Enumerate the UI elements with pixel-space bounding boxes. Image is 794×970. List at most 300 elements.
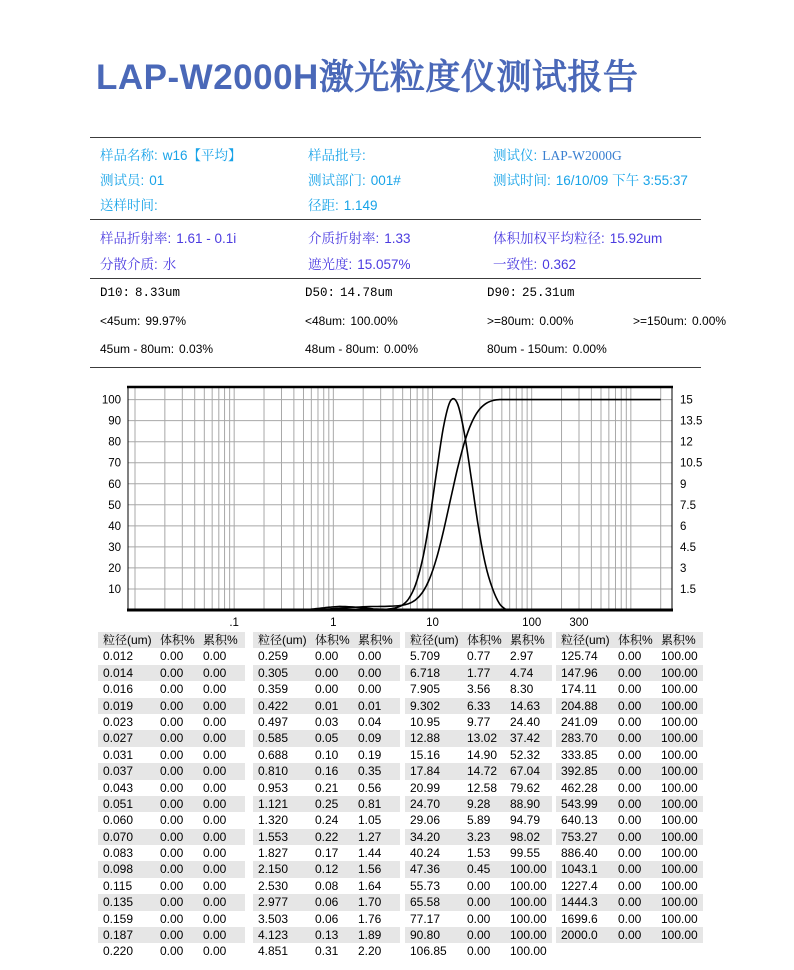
size-cell: 640.13 [561, 813, 598, 828]
size-cell: 15.16 [410, 747, 441, 762]
cumulative-cell: 100.00 [661, 796, 698, 811]
cumulative-cell: 0.56 [358, 780, 382, 795]
table-row [556, 714, 703, 730]
table-row [253, 796, 400, 812]
cumulative-cell: 0.00 [203, 846, 227, 861]
size-cell: 886.40 [561, 846, 598, 861]
volume-cell: 14.90 [467, 747, 498, 762]
cumulative-cell: 0.01 [358, 698, 382, 713]
y-left-tick-label: 50 [108, 499, 121, 512]
medium-ri-label: 介质折射率: [308, 231, 380, 246]
cumulative-cell: 4.74 [510, 665, 534, 680]
size-cell: 1.553 [258, 829, 289, 844]
volume-cell: 3.23 [467, 829, 491, 844]
instrument-label: 测试仪: [493, 148, 538, 163]
volume-cell: 13.02 [467, 731, 498, 746]
y-left-tick-label: 40 [108, 520, 121, 533]
page-title: LAP-W2000H激光粒度仪测试报告 [96, 58, 639, 97]
table-row [98, 911, 245, 927]
table-row [556, 648, 703, 664]
ge80-label: >=80um: [487, 314, 535, 328]
table-row [98, 780, 245, 796]
table-header-row [253, 632, 400, 648]
department-value: 001# [370, 173, 401, 188]
size-cell: 55.73 [410, 878, 441, 893]
size-cell: 34.20 [410, 829, 441, 844]
y-left-tick-label: 70 [108, 457, 121, 470]
lt48-value: 100.00% [350, 314, 398, 328]
distribution-table [0, 632, 794, 962]
size-cell: 0.359 [258, 682, 289, 697]
cumulative-cell: 100.00 [510, 878, 547, 893]
size-cell: 1.320 [258, 813, 289, 828]
table-row [98, 681, 245, 697]
cumulative-cell: 8.30 [510, 682, 534, 697]
y-left-tick-label: 90 [108, 415, 121, 428]
table-header-row [98, 632, 245, 648]
table-row [253, 698, 400, 714]
volume-cell: 12.58 [467, 780, 498, 795]
cumulative-cell: 52.32 [510, 747, 541, 762]
lt45-value: 99.97% [145, 314, 187, 328]
cumulative-cell: 0.35 [358, 764, 382, 779]
volume-cell: 0.00 [160, 895, 184, 910]
cumulative-cell: 100.00 [661, 813, 698, 828]
volume-cell: 0.00 [315, 665, 339, 680]
size-cell: 0.014 [103, 665, 134, 680]
cumulative-cell: 0.00 [203, 911, 227, 926]
column-header: 体积% [315, 633, 350, 647]
r48-80-value: 0.00% [384, 342, 419, 356]
volume-cell: 0.00 [618, 714, 642, 729]
table-row [405, 878, 552, 894]
medium-ri-value: 1.33 [384, 231, 411, 246]
span-value: 1.149 [343, 198, 378, 213]
table-row [98, 829, 245, 845]
cumulative-cell: 0.00 [203, 796, 227, 811]
volume-cell: 0.00 [160, 698, 184, 713]
volume-cell: 0.13 [315, 928, 339, 943]
volume-cell: 0.00 [467, 878, 491, 893]
column-header: 粒径(um) [561, 633, 610, 647]
size-cell: 77.17 [410, 911, 441, 926]
cumulative-cell: 1.27 [358, 829, 382, 844]
cumulative-cell: 94.79 [510, 813, 541, 828]
volume-cell: 0.17 [315, 846, 339, 861]
size-cell: 0.012 [103, 649, 134, 664]
d50-label: D50: [305, 286, 336, 300]
size-cell: 1043.1 [561, 862, 598, 877]
table-row [405, 894, 552, 910]
delivery-time-label: 送样时间: [100, 198, 158, 213]
table-header-row [405, 632, 552, 648]
y-left-tick-label: 100 [101, 394, 121, 407]
cumulative-cell: 0.00 [203, 764, 227, 779]
y-right-tick-label: 3 [680, 562, 687, 575]
cumulative-cell: 0.00 [203, 928, 227, 943]
volume-cell: 0.00 [618, 780, 642, 795]
size-cell: 333.85 [561, 747, 598, 762]
d90-field [487, 286, 575, 300]
size-cell: 1444.3 [561, 895, 598, 910]
y-left-tick-label: 20 [108, 562, 121, 575]
cumulative-cell: 1.44 [358, 846, 382, 861]
table-row [253, 730, 400, 746]
table-group [98, 632, 245, 960]
size-cell: 462.28 [561, 780, 598, 795]
table-row [556, 681, 703, 697]
size-cell: 20.99 [410, 780, 441, 795]
ge150-label: >=150um: [633, 314, 688, 328]
volume-cell: 0.00 [160, 796, 184, 811]
table-row [405, 763, 552, 779]
size-cell: 147.96 [561, 665, 598, 680]
cumulative-cell: 98.02 [510, 829, 541, 844]
y-left-tick-label: 30 [108, 541, 121, 554]
size-cell: 0.115 [103, 878, 133, 893]
table-header-row [556, 632, 703, 648]
delivery-time-field [100, 194, 163, 214]
size-cell: 0.027 [103, 731, 134, 746]
cumulative-cell: 1.64 [358, 878, 382, 893]
table-row [98, 698, 245, 714]
table-row [253, 829, 400, 845]
test-time-label: 测试时间: [493, 173, 551, 188]
sample-ri-value: 1.61 - 0.1i [176, 231, 237, 246]
volume-cell: 0.00 [160, 747, 184, 762]
uniformity-value: 0.362 [542, 257, 577, 272]
table-row [253, 665, 400, 681]
volume-cell: 0.00 [618, 682, 642, 697]
table-row [556, 747, 703, 763]
size-cell: 0.585 [258, 731, 289, 746]
size-cell: 29.06 [410, 813, 441, 828]
y-right-tick-label: 10.5 [680, 457, 703, 470]
cumulative-cell: 100.00 [510, 862, 547, 877]
size-cell: 17.84 [410, 764, 441, 779]
size-cell: 2.977 [258, 895, 289, 910]
table-row [253, 747, 400, 763]
obscuration-field [308, 253, 411, 273]
table-row [98, 763, 245, 779]
r45-80-value: 0.03% [179, 342, 214, 356]
cumulative-cell: 100.00 [661, 911, 698, 926]
sample-ri-field [100, 227, 236, 247]
table-row [98, 927, 245, 943]
cumulative-cell: 1.89 [358, 928, 382, 943]
divider [90, 367, 701, 368]
size-cell: 0.083 [103, 846, 134, 861]
volume-cell: 0.00 [160, 665, 184, 680]
y-left-tick-label: 80 [108, 436, 121, 449]
cumulative-cell: 0.09 [358, 731, 382, 746]
volume-cell: 0.45 [467, 862, 491, 877]
volume-cell: 0.08 [315, 878, 339, 893]
volume-cell: 0.00 [618, 764, 642, 779]
volume-cell: 0.00 [618, 895, 642, 910]
cumulative-cell: 100.00 [661, 665, 698, 680]
table-row [405, 648, 552, 664]
d10-value: 8.33um [135, 286, 181, 300]
lt48-field [305, 314, 398, 328]
x-tick-label: 300 [569, 617, 589, 628]
d90-value: 25.31um [522, 286, 575, 300]
cumulative-cell: 1.70 [358, 895, 382, 910]
column-header: 累积% [203, 633, 238, 647]
size-cell: 3.503 [258, 911, 289, 926]
size-cell: 283.70 [561, 731, 598, 746]
volume-cell: 0.00 [315, 649, 339, 664]
size-cell: 0.422 [258, 698, 289, 713]
table-row [405, 698, 552, 714]
size-cell: 0.031 [103, 747, 134, 762]
table-row [253, 763, 400, 779]
volume-cell: 9.77 [467, 714, 491, 729]
volume-cell: 0.00 [467, 911, 491, 926]
volume-cell: 0.00 [618, 911, 642, 926]
x-tick-label: 100 [522, 617, 542, 628]
mean-size-label: 体积加权平均粒径: [493, 231, 605, 246]
volume-cell: 0.00 [618, 731, 642, 746]
volume-cell: 0.00 [467, 928, 491, 943]
volume-cell: 0.01 [315, 698, 339, 713]
table-row [253, 943, 400, 959]
volume-cell: 0.00 [618, 649, 642, 664]
r45-80-label: 45um - 80um: [100, 342, 175, 356]
table-row [405, 796, 552, 812]
size-cell: 40.24 [410, 846, 441, 861]
volume-cell: 0.00 [160, 813, 184, 828]
cumulative-cell: 0.00 [203, 649, 227, 664]
sample-name-value: w16【平均】 [162, 148, 242, 163]
d10-field [100, 286, 180, 300]
volume-cell: 5.89 [467, 813, 491, 828]
cumulative-cell: 1.56 [358, 862, 382, 877]
size-cell: 47.36 [410, 862, 441, 877]
cumulative-cell: 0.00 [203, 813, 227, 828]
ge80-value: 0.00% [539, 314, 574, 328]
volume-cell: 0.22 [315, 829, 339, 844]
sample-ri-label: 样品折射率: [100, 231, 172, 246]
volume-cell: 0.00 [160, 731, 184, 746]
column-header: 粒径(um) [258, 633, 307, 647]
table-row [98, 878, 245, 894]
size-cell: 0.037 [103, 764, 134, 779]
volume-cell: 0.00 [160, 944, 184, 959]
y-right-tick-label: 12 [680, 436, 693, 449]
cumulative-cell: 100.00 [661, 846, 698, 861]
size-cell: 0.159 [103, 911, 134, 926]
y-right-tick-label: 7.5 [680, 499, 696, 512]
volume-cell: 0.77 [467, 649, 491, 664]
column-header: 粒径(um) [103, 633, 152, 647]
size-cell: 753.27 [561, 829, 598, 844]
y-right-tick-label: 13.5 [680, 415, 703, 428]
cumulative-cell: 0.00 [203, 862, 227, 877]
cumulative-cell: 0.04 [358, 714, 382, 729]
size-cell: 1699.6 [561, 911, 598, 926]
size-cell: 6.718 [410, 665, 441, 680]
size-cell: 2000.0 [561, 928, 598, 943]
instrument-field [493, 144, 622, 164]
table-row [556, 894, 703, 910]
y-right-tick-label: 1.5 [680, 583, 696, 596]
table-row [405, 829, 552, 845]
volume-cell: 0.00 [160, 682, 184, 697]
cumulative-cell: 0.00 [203, 714, 227, 729]
table-row [405, 812, 552, 828]
table-group [556, 632, 703, 943]
cumulative-cell: 100.00 [510, 895, 547, 910]
instrument-value: LAP-W2000G [542, 148, 622, 163]
cumulative-cell: 0.00 [358, 649, 382, 664]
size-cell: 2.150 [258, 862, 289, 877]
size-cell: 5.709 [410, 649, 441, 664]
cumulative-cell: 100.00 [510, 944, 547, 959]
volume-cell: 0.00 [618, 698, 642, 713]
volume-cell: 0.00 [618, 796, 642, 811]
table-row [98, 812, 245, 828]
chart-canvas [85, 378, 705, 628]
cumulative-cell: 100.00 [661, 714, 698, 729]
table-row [253, 845, 400, 861]
size-cell: 0.016 [103, 682, 134, 697]
cumulative-cell: 99.55 [510, 846, 541, 861]
size-cell: 0.135 [103, 895, 134, 910]
size-cell: 0.810 [258, 764, 289, 779]
sample-name-field [100, 144, 242, 164]
size-cell: 4.851 [258, 944, 289, 959]
table-row [253, 927, 400, 943]
r80-150-value: 0.00% [572, 342, 607, 356]
volume-cell: 0.00 [160, 649, 184, 664]
cumulative-cell: 100.00 [661, 878, 698, 893]
size-cell: 90.80 [410, 928, 441, 943]
table-row [98, 943, 245, 959]
size-cell: 0.953 [258, 780, 289, 795]
size-cell: 9.302 [410, 698, 441, 713]
r48-80-label: 48um - 80um: [305, 342, 380, 356]
size-cell: 204.88 [561, 698, 598, 713]
cumulative-cell: 100.00 [661, 780, 698, 795]
table-row [253, 648, 400, 664]
cumulative-cell: 79.62 [510, 780, 541, 795]
cumulative-cell: 88.90 [510, 796, 541, 811]
dispersant-label: 分散介质: [100, 257, 158, 272]
cumulative-cell: 0.19 [358, 747, 382, 762]
column-header: 体积% [467, 633, 502, 647]
size-cell: 0.023 [103, 714, 134, 729]
size-cell: 0.220 [103, 944, 134, 959]
cumulative-cell: 0.00 [203, 878, 227, 893]
test-time-field [493, 169, 688, 189]
volume-cell: 0.00 [467, 895, 491, 910]
table-row [556, 829, 703, 845]
volume-cell: 0.24 [315, 813, 339, 828]
y-right-tick-label: 6 [680, 520, 687, 533]
cumulative-cell: 0.00 [203, 698, 227, 713]
size-cell: 1227.4 [561, 878, 598, 893]
table-group [405, 632, 552, 960]
ge150-value: 0.00% [692, 314, 727, 328]
table-row [98, 730, 245, 746]
department-label: 测试部门: [308, 173, 366, 188]
size-cell: 1.827 [258, 846, 289, 861]
cumulative-cell: 0.00 [203, 895, 227, 910]
uniformity-label: 一致性: [493, 257, 538, 272]
divider [90, 219, 701, 220]
table-row [98, 894, 245, 910]
medium-ri-field [308, 227, 411, 247]
operator-value: 01 [149, 173, 165, 188]
table-row [556, 812, 703, 828]
volume-cell: 0.00 [618, 878, 642, 893]
table-row [253, 780, 400, 796]
y-right-tick-label: 9 [680, 478, 687, 491]
size-cell: 125.74 [561, 649, 598, 664]
table-row [405, 927, 552, 943]
volume-cell: 0.00 [618, 928, 642, 943]
r48-80-field [305, 342, 418, 356]
cumulative-cell: 0.00 [203, 682, 227, 697]
table-row [405, 714, 552, 730]
lt45-field [100, 314, 186, 328]
size-cell: 10.95 [410, 714, 441, 729]
table-row [556, 665, 703, 681]
table-row [98, 665, 245, 681]
size-cell: 0.051 [103, 796, 134, 811]
mean-size-value: 15.92um [609, 231, 663, 246]
department-field [308, 169, 401, 189]
table-row [98, 714, 245, 730]
cumulative-cell: 0.00 [203, 829, 227, 844]
size-cell: 0.019 [103, 698, 134, 713]
table-row [556, 730, 703, 746]
column-header: 体积% [160, 633, 195, 647]
lt48-label: <48um: [305, 314, 346, 328]
size-cell: 543.99 [561, 796, 598, 811]
cumulative-cell: 2.20 [358, 944, 382, 959]
size-cell: 106.85 [410, 944, 447, 959]
size-cell: 0.070 [103, 829, 134, 844]
d50-value: 14.78um [340, 286, 393, 300]
table-row [405, 747, 552, 763]
table-row [405, 911, 552, 927]
cumulative-cell: 100.00 [661, 928, 698, 943]
size-cell: 0.060 [103, 813, 134, 828]
table-group [253, 632, 400, 960]
volume-cell: 0.00 [160, 878, 184, 893]
volume-cell: 0.00 [618, 862, 642, 877]
cumulative-cell: 100.00 [661, 682, 698, 697]
table-row [98, 648, 245, 664]
table-row [556, 911, 703, 927]
size-cell: 4.123 [258, 928, 289, 943]
volume-cell: 0.00 [160, 846, 184, 861]
volume-cell: 0.06 [315, 895, 339, 910]
size-cell: 0.497 [258, 714, 289, 729]
volume-cell: 0.00 [618, 665, 642, 680]
sample-name-label: 样品名称: [100, 148, 158, 163]
volume-cell: 0.00 [618, 813, 642, 828]
size-cell: 65.58 [410, 895, 441, 910]
table-row [253, 911, 400, 927]
x-tick-label: 1 [330, 617, 337, 628]
x-tick-label: .1 [229, 617, 239, 628]
size-cell: 174.11 [561, 682, 597, 697]
y-right-tick-label: 4.5 [680, 541, 696, 554]
volume-cell: 0.00 [618, 846, 642, 861]
